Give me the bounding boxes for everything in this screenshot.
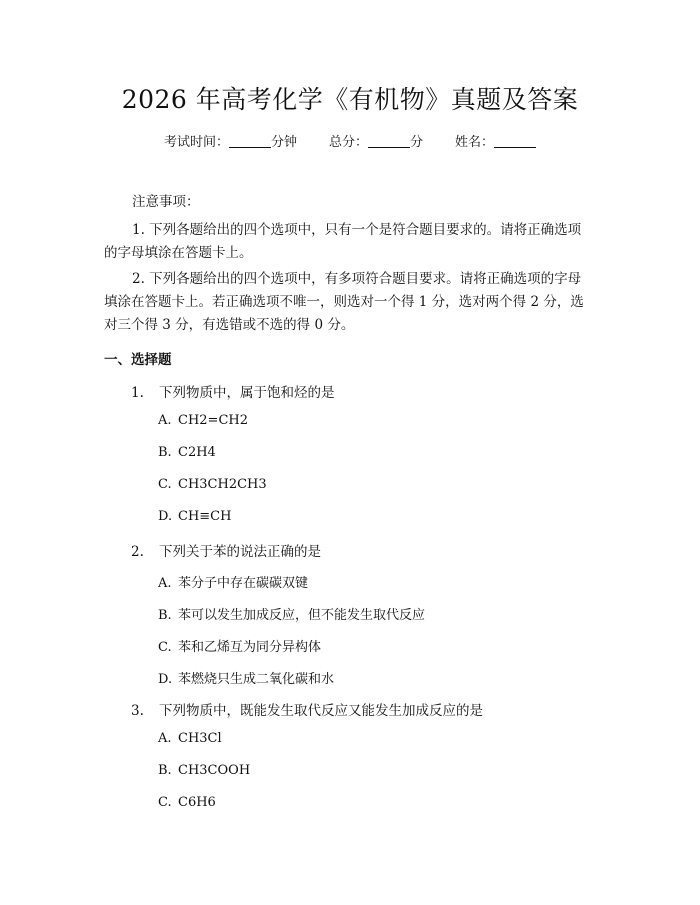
- option-letter: D.: [158, 509, 173, 524]
- option-letter: D.: [158, 672, 173, 687]
- option-text: CH3CH2CH3: [178, 477, 267, 492]
- option-text: CH2=CH2: [178, 413, 249, 428]
- question-3: [131, 699, 483, 719]
- exam-meta: [0, 131, 700, 150]
- exam-time-label: 考试时间：: [163, 135, 229, 150]
- total-score-unit: 分: [410, 135, 424, 150]
- option-text: CH3COOH: [178, 763, 251, 778]
- option-text: CH3Cl: [178, 731, 222, 746]
- question-1: [131, 381, 335, 401]
- option-letter: C.: [158, 640, 172, 655]
- student-name-label: 姓名：: [455, 135, 495, 150]
- total-score: [329, 131, 423, 150]
- page-title: 2026 年高考化学《有机物》真题及答案: [121, 85, 579, 114]
- option-text: C2H4: [178, 445, 216, 460]
- student-name-blank: [494, 135, 536, 148]
- exam-time-blank: [229, 135, 271, 148]
- question-text: 下列物质中，既能发生取代反应又能发生加成反应的是: [159, 703, 483, 719]
- option-letter: C.: [158, 477, 172, 492]
- option-text: 苯分子中存在碳碳双键: [178, 576, 309, 591]
- notice-heading: 注意事项：: [132, 194, 200, 210]
- option-letter: B.: [158, 445, 172, 460]
- option-1b[interactable]: [158, 445, 216, 460]
- option-text: 苯和乙烯互为同分异构体: [178, 640, 322, 655]
- option-letter: C.: [158, 795, 172, 810]
- option-2c[interactable]: [158, 636, 321, 655]
- option-1c[interactable]: [158, 477, 267, 492]
- question-number: 3.: [131, 703, 144, 719]
- question-text: 下列物质中，属于饱和烃的是: [159, 385, 335, 401]
- option-text: 苯燃烧只生成二氧化碳和水: [178, 672, 335, 687]
- option-3a[interactable]: [158, 731, 222, 746]
- option-text: C6H6: [178, 795, 216, 810]
- option-1a[interactable]: [158, 413, 248, 428]
- total-score-blank: [368, 135, 410, 148]
- notice-item-2: 2. 下列各题给出的四个选项中，有多项符合题目要求。请将正确选项的字母填涂在答题卡上。若正确选项不唯一，则选对一个得 1 分，选对两个得 2 分，选对三个得 3 分，有选错或不选的得 0 分。: [104, 271, 584, 333]
- exam-time: [164, 131, 297, 150]
- option-3b[interactable]: [158, 763, 250, 778]
- option-3c[interactable]: [158, 795, 216, 810]
- question-number: 2.: [131, 544, 144, 560]
- question-number: 1.: [131, 385, 144, 401]
- option-1d[interactable]: [158, 509, 231, 524]
- option-2a[interactable]: [158, 572, 308, 591]
- option-letter: A.: [158, 731, 172, 746]
- question-2: [131, 540, 321, 560]
- exam-time-unit: 分钟: [270, 135, 297, 150]
- section-heading: 一、选择题: [104, 352, 172, 368]
- notice-item-1: 1. 下列各题给出的四个选项中，只有一个是符合题目要求的。请将正确选项的字母填涂在答题卡上。: [104, 222, 582, 261]
- total-score-label: 总分：: [328, 135, 368, 150]
- student-name: [455, 131, 536, 150]
- option-2b[interactable]: [158, 604, 425, 623]
- question-text: 下列关于苯的说法正确的是: [159, 544, 321, 560]
- option-text: 苯可以发生加成反应，但不能发生取代反应: [178, 608, 426, 623]
- option-letter: A.: [158, 576, 172, 591]
- option-letter: B.: [158, 608, 172, 623]
- option-text: CH≡CH: [178, 509, 232, 524]
- option-2d[interactable]: [158, 668, 334, 687]
- option-letter: A.: [158, 413, 172, 428]
- option-letter: B.: [158, 763, 172, 778]
